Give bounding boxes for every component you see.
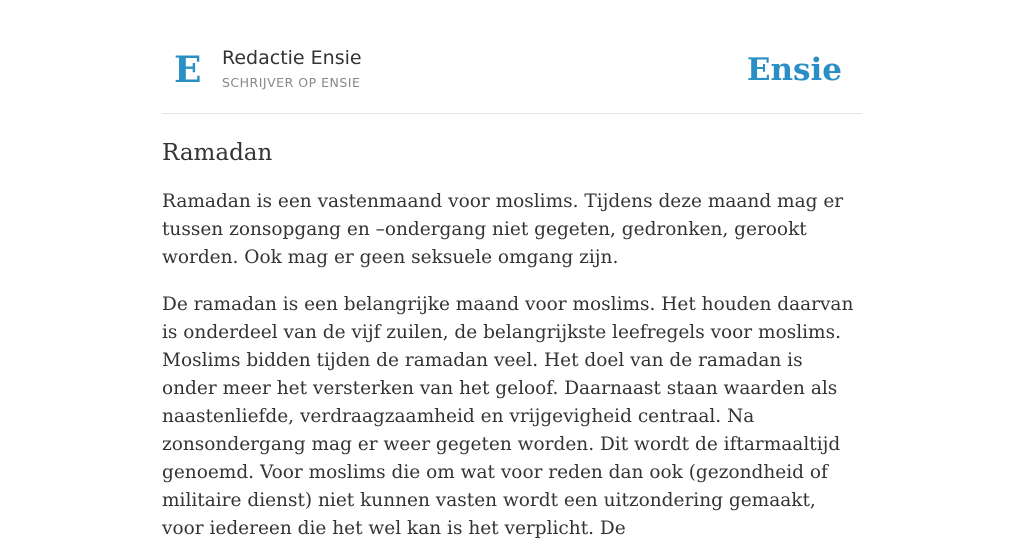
article-header bbox=[162, 0, 862, 114]
author-name[interactable]: Redactie Ensie bbox=[222, 47, 362, 69]
article-title: Ramadan bbox=[162, 140, 273, 166]
author-logo[interactable]: E bbox=[174, 49, 202, 91]
article-body bbox=[162, 136, 862, 543]
brand-logo[interactable]: Ensie bbox=[746, 52, 842, 88]
article-paragraph-2: De ramadan is een belangrijke maand voor moslims. Het houden daarvan is onderdeel van de vijf zuilen, de belangrijkste leefregels voor moslims. Moslims bidden tijden de ramadan veel. Het doel van de ramadan is onder meer het versterken van het geloof. Daarnaast staan waarden als naastenliefde, verdraagzaamheid en vrijgevigheid centraal. Na zonsondergang mag er weer gegeten worden. Dit wordt de iftarmaaltijd genoemd. Voor moslims die om wat voor reden dan ook (gezondheid of militaire dienst) niet kunnen vasten wordt een uitzondering gemaakt, voor iedereen die het wel kan is het verplicht. De bbox=[162, 294, 854, 539]
author-role: SCHRIJVER OP ENSIE bbox=[222, 75, 361, 90]
article-paragraph-1: Ramadan is een vastenmaand voor moslims. Tijdens deze maand mag er tussen zonsopgang en –ondergang niet gegeten, gedronken, gerookt worden. Ook mag er geen seksuele omgang zijn. bbox=[162, 191, 844, 268]
